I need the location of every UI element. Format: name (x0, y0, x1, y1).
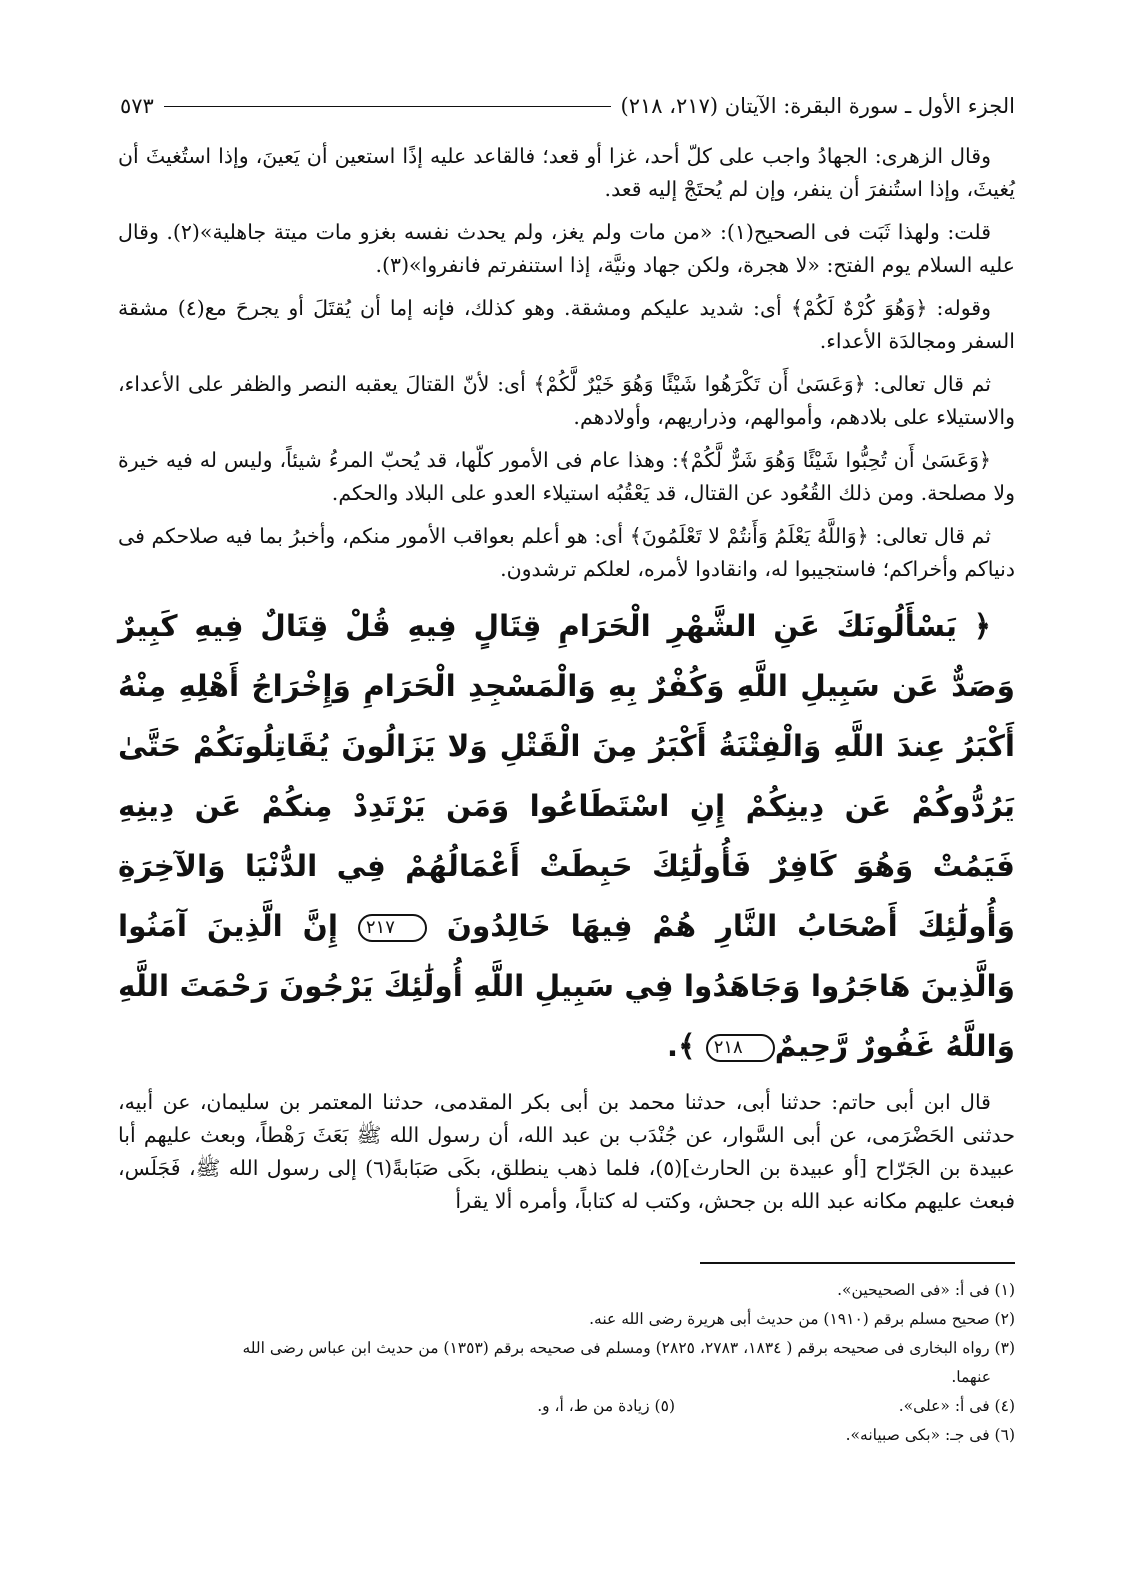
verse-part-1: ﴿ يَسْأَلُونَكَ عَنِ الشَّهْرِ الْحَرَامِ قِتَالٍ فِيهِ قُلْ قِتَالٌ فِيهِ كَبِيرٌ وَصَدٌّ عَن سَبِيلِ اللَّهِ وَكُفْرٌ بِهِ وَالْمَسْجِدِ الْحَرَامِ وَإِخْرَاجُ أَهْلِهِ مِنْهُ أَكْبَرُ عِندَ اللَّهِ وَالْفِتْنَةُ أَكْبَرُ مِنَ الْقَتْلِ وَلا يَزَالُونَ يُقَاتِلُونَكُمْ حَتَّىٰ يَرُدُّوكُمْ عَن دِينِكُمْ إِنِ اسْتَطَاعُوا وَمَن يَرْتَدِدْ مِنكُمْ عَن دِينِهِ فَيَمُتْ وَهُوَ كَافِرٌ فَأُولَٰئِكَ حَبِطَتْ أَعْمَالُهُمْ فِي الدُّنْيَا وَالآخِرَةِ وَأُولَٰئِكَ أَصْحَابُ النَّارِ هُمْ فِيهَا خَالِدُونَ (118, 609, 1015, 943)
verse-end: ﴾. (666, 1029, 696, 1063)
paragraph-zuhri: وقال الزهرى: الجهادُ واجب على كلّ أحد، غزا أو قعد؛ فالقاعد عليه إذًا استعين أن يَعينَ، وإذا استُغيثَ أن يُغيثَ، وإذا استُنفرَ أن ينفر، وإن لم يُحتَجْ إليه قعد. (118, 144, 1015, 201)
footnote-1: (١) فى أ: «فى الصحيحين». (837, 1281, 1015, 1299)
footnote-6: (٦) فى جـ: «بكى صبيانه». (845, 1426, 1015, 1444)
footnote-5: (٥) زيادة من ط، أ، و. (537, 1397, 675, 1415)
header-rule (164, 106, 611, 107)
verse-part-2: إِنَّ الَّذِينَ آمَنُوا وَالَّذِينَ هَاجَرُوا وَجَاهَدُوا فِي سَبِيلِ اللَّهِ أُولَٰئِكَ يَرْجُونَ رَحْمَتَ اللَّهِ وَاللَّهُ غَفُورٌ رَّحِيمٌ (118, 909, 1015, 1063)
verse-number-badge: ٢١٧ (358, 914, 427, 942)
running-header (120, 86, 1015, 126)
verse-number-badge: ٢١٨ (706, 1034, 775, 1062)
page-number: ٥٧٣ (120, 94, 154, 118)
paragraph-khayr: ثم قال تعالى: ﴿وَعَسَىٰ أَن تَكْرَهُوا شَيْئًا وَهُوَ خَيْرٌ لَّكُمْ﴾ أى: لأنّ القتالَ يعقبه النصر والظفر على الأعداء، والاستيلاء على بلادهم، وأموالهم، وذراريهم، وأولادهم. (118, 372, 1015, 429)
main-text (118, 140, 1015, 1228)
footnotes (118, 1276, 1015, 1450)
paragraph-sharr: ﴿وَعَسَىٰ أَن تُحِبُّوا شَيْئًا وَهُوَ شَرٌّ لَّكُمْ﴾: وهذا عام فى الأمور كلّها، قد يُحبّ المرءُ شيئاً، وليس له فيه خيرة ولا مصلحة. ومن ذلك القُعُود عن القتال، قد يَعْقُبُه استيلاء العدو على البلاد والحكم. (118, 448, 1015, 505)
footnote-4: (٤) فى أ: «على». (898, 1397, 1015, 1415)
paragraph-kurh: وقوله: ﴿وَهُوَ كُرْهٌ لَكُمْ﴾ أى: شديد عليكم ومشقة. وهو كذلك، فإنه إما أن يُقتَلَ أو يجرحَ مع(٤) مشقة السفر ومجالدَة الأعداء. (118, 296, 1015, 353)
footnote-2: (٢) صحيح مسلم برقم (١٩١٠) من حديث أبى هريرة رضى الله عنه. (589, 1310, 1015, 1328)
quran-verse (118, 596, 1015, 1076)
footnote-3: (٣) رواه البخارى فى صحيحه برقم ( ١٨٣٤، ٢٧٨٣، ٢٨٢٥) ومسلم فى صحيحه برقم (١٣٥٣) من حديث ابن عباس رضى الله (242, 1339, 1015, 1357)
paragraph-sahih: قلت: ولهذا ثَبَت فى الصحيح(١): «من مات ولم يغز، ولم يحدث نفسه بغزو مات ميتة جاهلية»(٢). وقال عليه السلام يوم الفتح: «لا هجرة، ولكن جهاد ونيَّة، إذا استنفرتم فانفروا»(٣). (118, 220, 1015, 277)
footnote-3-continuation: عنهما. (951, 1368, 991, 1386)
footnote-divider (700, 1262, 1015, 1264)
paragraph-ibn-abi-hatim: قال ابن أبى حاتم: حدثنا أبى، حدثنا محمد بن أبى بكر المقدمى، حدثنا المعتمر بن سليمان، عن أبيه، حدثنى الحَضْرَمى، عن أبى السَّوار، عن جُنْدَب بن عبد الله، أن رسول الله ﷺ بَعَثَ رَهْطاً، وبعث عليهم أبا عبيدة بن الجَرّاح [أو عبيدة بن الحارث](٥)، فلما ذهب ينطلق، بكَى صَبَابةً(٦) إلى رسول الله ﷺ، فَجَلَس، فبعث عليهم مكانه عبد الله بن جحش، وكتب له كتاباً، وأمره ألا يقرأ (118, 1090, 1015, 1213)
paragraph-yalam: ثم قال تعالى: ﴿وَاللَّهُ يَعْلَمُ وَأَنتُمْ لا تَعْلَمُونَ﴾ أى: هو أعلم بعواقب الأمور منكم، وأخبرُ بما فيه صلاحكم فى دنياكم وأخراكم؛ فاستجيبوا له، وانقادوا لأمره، لعلكم ترشدون. (118, 524, 1015, 581)
header-title: الجزء الأول ـ سورة البقرة: الآيتان (٢١٧، ٢١٨) (620, 94, 1015, 118)
footnote-row (118, 1392, 1015, 1421)
